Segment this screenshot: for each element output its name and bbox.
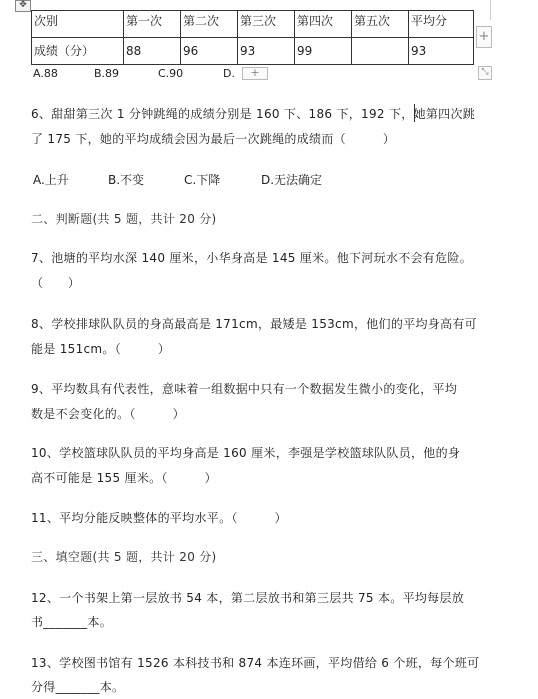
q6-option-a: A.上升: [33, 173, 69, 187]
table-edge-marker: [490, 0, 491, 20]
q10-line2: 高不可能是 155 厘米。（ ）: [31, 471, 217, 485]
table-cell[interactable]: 第一次: [124, 11, 181, 38]
q12-line2: 书_______本。: [31, 615, 113, 629]
add-row-button[interactable]: +: [242, 67, 268, 80]
q8-line1: 8、学校排球队队员的身高最高是 171cm，最矮是 153cm，他们的平均身高有可: [31, 317, 477, 331]
q11-line: 11、平均分能反映整体的平均水平。（ ）: [31, 511, 287, 525]
q9-line2: 数是不会变化的。（ ）: [31, 407, 185, 421]
table-cell[interactable]: 99: [295, 38, 352, 65]
table-header-row: [32, 11, 474, 38]
q6-line1: 6、甜甜第三次 1 分钟跳绳的成绩分别是 160 下、186 下，192 下，她第四次跳: [31, 107, 476, 121]
q5-option-b: B.89: [94, 67, 120, 80]
q7-line1: 7、池塘的平均水深 140 厘米，小华身高是 145 厘米。他下河玩水不会有危险。: [31, 251, 473, 265]
table-cell[interactable]: 96: [181, 38, 238, 65]
q5-option-c: C.90: [158, 67, 184, 80]
table-cell[interactable]: 93: [238, 38, 295, 65]
table-cell[interactable]: [352, 38, 409, 65]
table-move-handle[interactable]: ✥: [15, 0, 31, 12]
q5-option-d: D.: [223, 67, 235, 80]
table-cell[interactable]: 次别: [32, 11, 124, 38]
section-heading-judgment: 二、判断题(共 5 题，共计 20 分): [31, 212, 217, 226]
q5-option-a: A.88: [33, 67, 58, 80]
table-row: [32, 38, 474, 65]
q6-option-d: D.无法确定: [261, 173, 323, 187]
table-cell[interactable]: 第五次: [352, 11, 409, 38]
add-column-button[interactable]: +: [476, 26, 492, 48]
table-cell[interactable]: 第四次: [295, 11, 352, 38]
q6-option-b: B.不变: [108, 173, 145, 187]
q13-line2: 分得_______本。: [31, 680, 125, 694]
q12-line1: 12、一个书架上第一层放书 54 本，第二层放书和第三层共 75 本。平均每层放: [31, 591, 465, 605]
table-cell[interactable]: 成绩（分）: [32, 38, 124, 65]
table-resize-handle[interactable]: ⤡: [478, 66, 492, 80]
q8-line2: 能是 151cm。（ ）: [31, 342, 171, 356]
q6-line2: 了 175 下，她的平均成绩会因为最后一次跳绳的成绩而（ ）: [31, 132, 396, 146]
table-cell[interactable]: 第三次: [238, 11, 295, 38]
table-cell[interactable]: 第二次: [181, 11, 238, 38]
table-cell[interactable]: 88: [124, 38, 181, 65]
q13-line1: 13、学校图书馆有 1526 本科技书和 874 本连环画，平均借给 6 个班，每个班可: [31, 656, 480, 670]
q10-line1: 10、学校篮球队队员的平均身高是 160 厘米，李强是学校篮球队队员，他的身: [31, 446, 461, 460]
q7-line2: （ ）: [31, 276, 81, 290]
table-cell[interactable]: 93: [409, 38, 474, 65]
table-cell[interactable]: 平均分: [409, 11, 474, 38]
scores-table: [31, 10, 474, 65]
q6-option-c: C.下降: [184, 173, 221, 187]
q9-line1: 9、平均数具有代表性，意味着一组数据中只有一个数据发生微小的变化，平均: [31, 382, 458, 396]
text-cursor: [414, 104, 417, 122]
section-heading-fill: 三、填空题(共 5 题，共计 20 分): [31, 550, 217, 564]
